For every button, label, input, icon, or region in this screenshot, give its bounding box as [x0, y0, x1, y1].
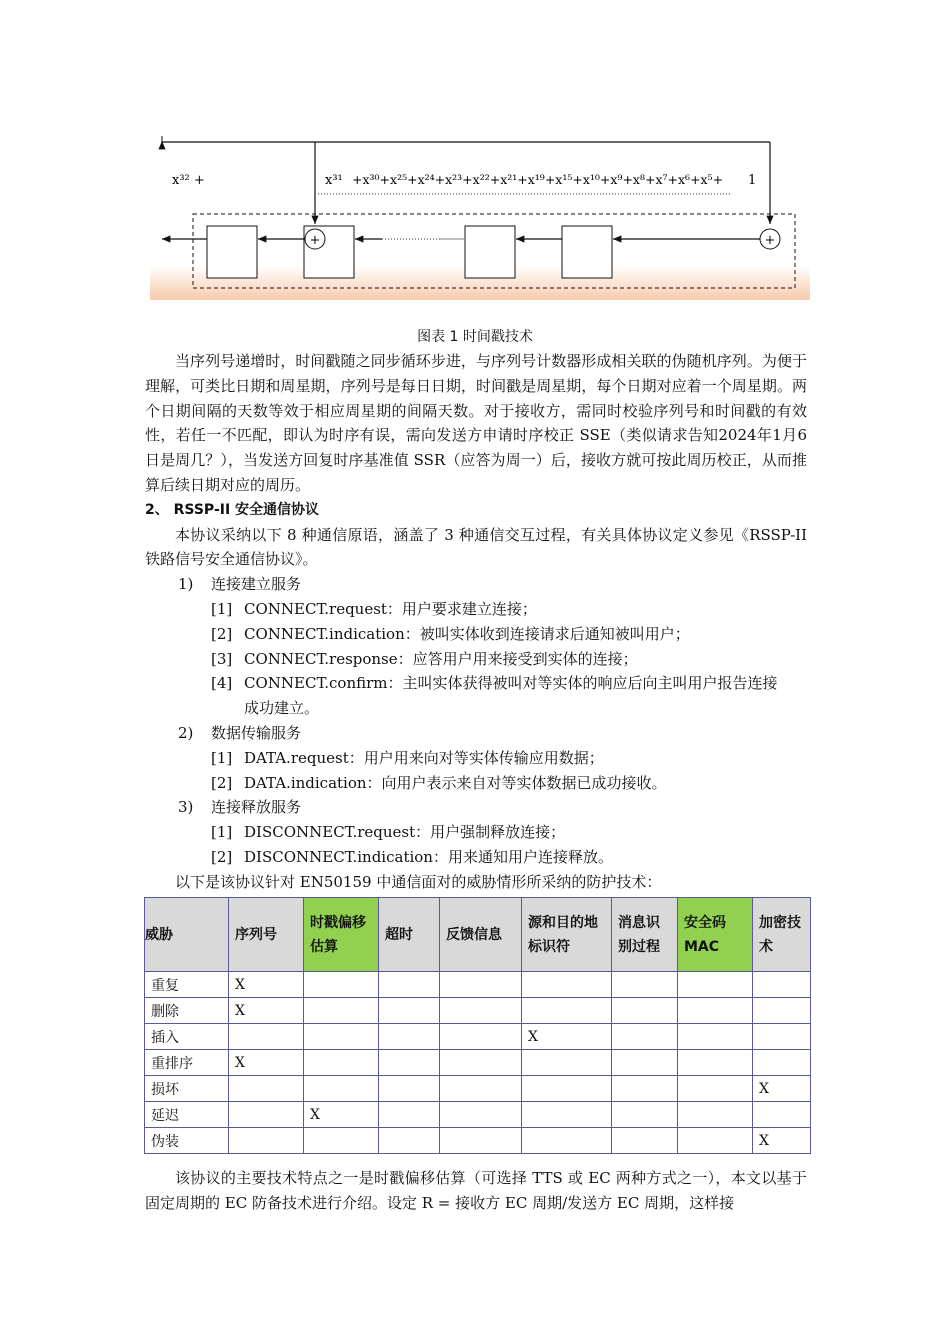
poly-right: 1 — [748, 173, 757, 188]
table-cell — [379, 998, 440, 1024]
table-row — [145, 1024, 811, 1050]
table-cell: X — [229, 998, 304, 1024]
list-item — [145, 647, 807, 672]
list-number: 3) — [178, 798, 194, 817]
table-cell — [678, 972, 753, 998]
poly-terms: +x³⁰+x²⁵+x²⁴+x²³+x²²+x²¹+x¹⁹+x¹⁵+x¹⁰+x⁹+x⁸+x⁷+x⁶+x⁵+ — [352, 172, 724, 187]
table-cell — [612, 998, 678, 1024]
list-item — [145, 820, 807, 845]
table-cell — [522, 1076, 612, 1102]
list-item — [145, 746, 807, 771]
table-cell — [753, 1050, 811, 1076]
table-cell — [440, 1102, 522, 1128]
table-cell — [440, 1076, 522, 1102]
list-text: CONNECT.response：应答用户用来接受到实体的连接； — [244, 649, 638, 668]
table-cell — [379, 972, 440, 998]
list-item — [145, 845, 807, 870]
table-cell — [678, 998, 753, 1024]
xor-symbol: + — [764, 233, 776, 248]
table-cell — [440, 1128, 522, 1154]
threat-cell: 伪装 — [145, 1128, 229, 1154]
paragraph: 当序列号递增时，时间戳随之同步循环步进，与序列号计数器形成相关联的伪随机序列。为便于理解，可类比日期和周星期，序列号是每日日期，时间戳是周星期，每个日期对应着一个周星期。两个日期间隔的天数等效于相应周星期的间隔天数。对于接收方，需同时校验序列号和时间戳的有效性，若任一不匹配，即认为时序有误，需向发送方申请时序校正 SSE（类似请求告知2024年1月6日是周几？），当发送方回复时序基准值 SSR（应答为周一）后，接收方就可按此周历校正，从而推算后续日期对应的周历。 — [145, 352, 807, 494]
list-number: [4] — [211, 674, 233, 693]
list-number: [2] — [211, 847, 233, 866]
list-text: DISCONNECT.request：用户强制释放连接； — [244, 823, 566, 842]
table-cell — [304, 1024, 379, 1050]
table-cell — [379, 1102, 440, 1128]
table-cell — [753, 1024, 811, 1050]
list-number: [1] — [211, 748, 233, 767]
table-cell — [440, 972, 522, 998]
table-cell — [304, 998, 379, 1024]
threat-cell: 插入 — [145, 1024, 229, 1050]
table-cell: X — [522, 1024, 612, 1050]
list-text: DATA.request：用户用来向对等实体传输应用数据； — [244, 748, 604, 767]
table-cell — [522, 1102, 612, 1128]
table-cell — [304, 1076, 379, 1102]
table-cell — [678, 1024, 753, 1050]
list-item — [145, 671, 807, 696]
lfsr-diagram — [150, 132, 810, 300]
register-box — [465, 226, 515, 278]
list-continuation: 成功建立。 — [244, 699, 320, 718]
paragraph: 该协议的主要技术特点之一是时戳偏移估算（可选择 TTS 或 EC 两种方式之一），本文以基于固定周期的 EC 防备技术进行介绍。设定 R = 接收方 EC 周期/发送方 EC 周期，这样接 — [145, 1169, 807, 1212]
table-header: 反馈信息 — [440, 898, 522, 972]
threat-cell: 删除 — [145, 998, 229, 1024]
paragraph: 以下是该协议针对 EN50159 中通信面对的威胁情形所采纳的防护技术： — [175, 872, 662, 891]
table-header: 超时 — [379, 898, 440, 972]
table-row — [145, 1128, 811, 1154]
table-cell — [440, 1024, 522, 1050]
table-cell — [522, 972, 612, 998]
table-cell — [612, 972, 678, 998]
table-header: 加密技术 — [753, 898, 811, 972]
table-header: 源和目的地标识符 — [522, 898, 612, 972]
table-cell — [522, 1050, 612, 1076]
table-cell — [379, 1076, 440, 1102]
table-row — [145, 1076, 811, 1102]
table-cell — [379, 1128, 440, 1154]
xor-symbol: + — [309, 233, 321, 248]
register-box — [562, 226, 612, 278]
register-box — [207, 226, 257, 278]
threat-cell: 延迟 — [145, 1102, 229, 1128]
table-cell — [440, 1050, 522, 1076]
table-cell — [612, 1102, 678, 1128]
table-header: 威胁 — [145, 898, 229, 972]
list-number: [2] — [211, 773, 233, 792]
table-cell — [612, 1024, 678, 1050]
table-cell: X — [753, 1128, 811, 1154]
service-heading — [145, 721, 807, 746]
table-cell — [440, 998, 522, 1024]
list-title: 连接建立服务 — [211, 575, 302, 594]
figure-caption: 图表 1 时间戳技术 — [417, 329, 533, 345]
table-cell — [229, 1102, 304, 1128]
poly-mid: x³¹ — [325, 173, 343, 188]
list-number: [1] — [211, 823, 233, 842]
table-cell — [522, 1128, 612, 1154]
table-cell — [678, 1076, 753, 1102]
table-header: 序列号 — [229, 898, 304, 972]
table-cell — [229, 1024, 304, 1050]
table-cell — [304, 1050, 379, 1076]
table-cell — [612, 1050, 678, 1076]
table-row — [145, 998, 811, 1024]
table-cell — [612, 1128, 678, 1154]
list-text: CONNECT.confirm：主叫实体获得被叫对等实体的响应后向主叫用户报告连接 — [244, 674, 778, 693]
table-cell: X — [753, 1076, 811, 1102]
table-row — [145, 1050, 811, 1076]
list-text: CONNECT.indication：被叫实体收到连接请求后通知被叫用户； — [244, 624, 690, 643]
list-title: 数据传输服务 — [211, 723, 302, 742]
table-cell — [753, 1102, 811, 1128]
table-cell — [229, 1076, 304, 1102]
table-cell — [522, 998, 612, 1024]
list-number: 2) — [178, 723, 194, 742]
body-text — [145, 349, 807, 895]
table-cell — [229, 1128, 304, 1154]
table-row — [145, 1102, 811, 1128]
table-cell: X — [304, 1102, 379, 1128]
table-cell — [678, 1050, 753, 1076]
list-number: 1) — [178, 575, 194, 594]
paragraph: 本协议采纳以下 8 种通信原语，涵盖了 3 种通信交互过程，有关具体协议定义参见《RSSP-II 铁路信号安全通信协议》。 — [145, 525, 807, 569]
table-header: 安全码MAC — [678, 898, 753, 972]
table-cell: X — [229, 972, 304, 998]
threat-cell: 重复 — [145, 972, 229, 998]
table-cell — [304, 972, 379, 998]
threat-cell: 损坏 — [145, 1076, 229, 1102]
service-heading — [145, 795, 807, 820]
table-cell — [753, 998, 811, 1024]
table-header: 消息识别过程 — [612, 898, 678, 972]
table-cell — [304, 1128, 379, 1154]
poly-left: x³² + — [172, 173, 205, 188]
table-cell — [612, 1076, 678, 1102]
table-cell — [678, 1128, 753, 1154]
list-item — [145, 771, 807, 796]
service-heading — [145, 572, 807, 597]
list-title: 连接释放服务 — [211, 798, 302, 817]
table-row — [145, 972, 811, 998]
table-cell — [379, 1024, 440, 1050]
table-cell — [753, 972, 811, 998]
list-text: DISCONNECT.indication：用来通知用户连接释放。 — [244, 847, 613, 866]
table-cell — [379, 1050, 440, 1076]
list-text: CONNECT.request：用户要求建立连接； — [244, 599, 537, 618]
list-number: [2] — [211, 624, 233, 643]
list-number: [1] — [211, 599, 233, 618]
list-number: [3] — [211, 649, 233, 668]
list-text: DATA.indication：向用户表示来自对等实体数据已成功接收。 — [244, 773, 667, 792]
threat-cell: 重排序 — [145, 1050, 229, 1076]
list-item — [145, 622, 807, 647]
service-list — [145, 572, 807, 870]
table-cell — [678, 1102, 753, 1128]
threat-table — [144, 897, 811, 1154]
section-heading: 2、 RSSP-II 安全通信协议 — [145, 501, 320, 518]
table-cell: X — [229, 1050, 304, 1076]
list-item — [145, 597, 807, 622]
table-header: 时戳偏移估算 — [304, 898, 379, 972]
